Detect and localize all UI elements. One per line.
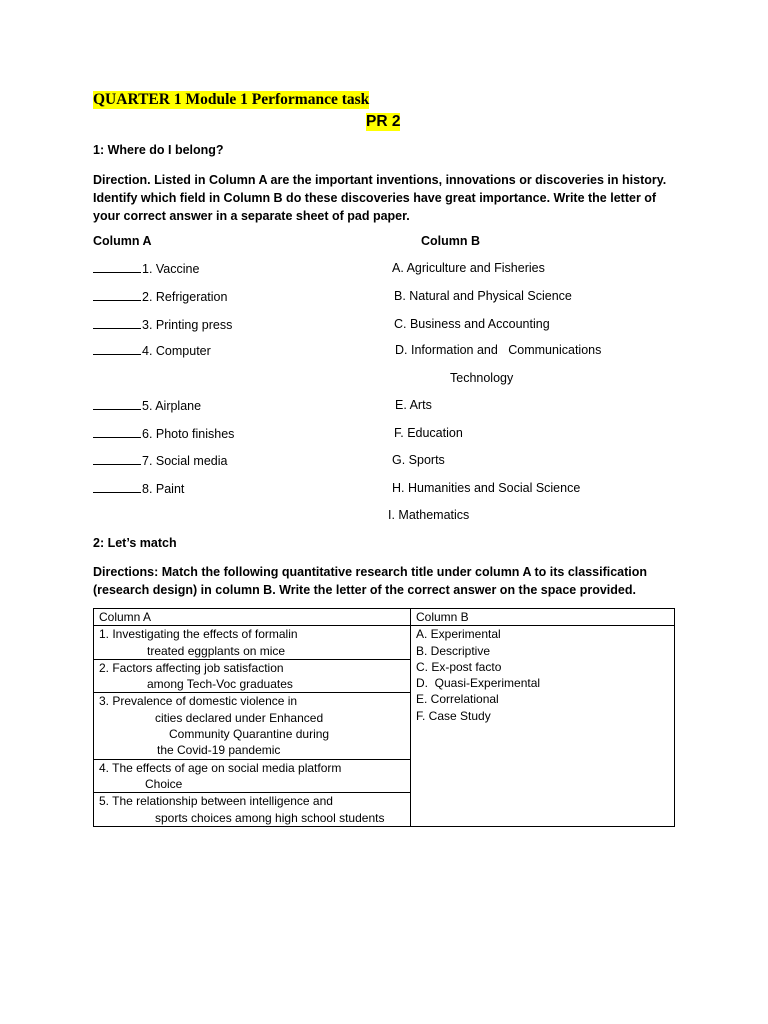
- field-option: A. Agriculture and Fisheries: [392, 261, 545, 275]
- field-option: B. Natural and Physical Science: [394, 289, 572, 303]
- field-option: F. Education: [394, 426, 463, 440]
- section2-heading: 2: Let’s match: [93, 536, 177, 550]
- list-item: 8. Paint: [93, 481, 184, 496]
- option-item: C. Ex-post facto: [416, 659, 502, 674]
- answer-blank[interactable]: [93, 426, 141, 438]
- field-option: I. Mathematics: [388, 508, 470, 522]
- title-cell: 1. Investigating the effects of formalin treated eggplants on mice: [94, 626, 411, 660]
- list-item: 1. Vaccine: [93, 261, 199, 276]
- list-item: 4. Computer: [93, 343, 211, 358]
- field-option: C. Business and Accounting: [394, 317, 550, 331]
- table-header-b: Column B: [411, 609, 675, 626]
- field-option: E. Arts: [395, 398, 432, 412]
- table-row: [94, 626, 675, 660]
- table-header-row: [94, 609, 675, 626]
- answer-blank[interactable]: [93, 398, 141, 410]
- list-item: 7. Social media: [93, 453, 227, 468]
- answer-blank[interactable]: [93, 343, 141, 355]
- answer-blank[interactable]: [93, 453, 141, 465]
- table-header-a: Column A: [94, 609, 411, 626]
- title-cell: 4. The effects of age on social media platform Choice: [94, 759, 411, 793]
- option-item: E. Correlational: [416, 692, 499, 707]
- answer-blank[interactable]: [93, 481, 141, 493]
- field-option: G. Sports: [392, 453, 445, 467]
- title-cell: 3. Prevalence of domestic violence in cities declared under Enhanced Community Quarantine during the Covid-19 pandemic: [94, 693, 411, 759]
- answer-blank[interactable]: [93, 261, 141, 273]
- column-a-header: Column A: [93, 234, 152, 248]
- column-b-header: Column B: [421, 234, 481, 248]
- option-item: F. Case Study: [416, 708, 491, 723]
- page-title: QUARTER 1 Module 1 Performance task: [93, 91, 370, 108]
- title-cell: 5. The relationship between intelligence and sports choices among high school students: [94, 793, 411, 827]
- option-item: B. Descriptive: [416, 643, 491, 658]
- section1-heading: 1: Where do I belong?: [93, 143, 224, 157]
- page-subtitle: PR 2: [366, 113, 401, 130]
- list-item: 2. Refrigeration: [93, 289, 227, 304]
- answer-blank[interactable]: [93, 317, 141, 329]
- section2-direction: Directions: Match the following quantitative research title under column A to its classification (research design) in column B. Write the letter of the correct answer on the space provided.: [93, 565, 648, 597]
- option-item: D. Quasi-Experimental: [416, 676, 541, 691]
- field-option: H. Humanities and Social Science: [392, 481, 581, 495]
- answer-blank[interactable]: [93, 289, 141, 301]
- list-item: 3. Printing press: [93, 317, 232, 332]
- section1-direction: Direction. Listed in Column A are the important inventions, innovations or discoveries in history. Identify which field in Column B do these discoveries have great importance. Write the letter of your correct answer in a separate sheet of pad paper.: [93, 173, 667, 223]
- classification-options-cell: [411, 626, 675, 827]
- field-option-continuation: Technology: [450, 371, 514, 385]
- match-table: [93, 608, 675, 827]
- option-item: A. Experimental: [416, 627, 501, 642]
- list-item: 5. Airplane: [93, 398, 201, 413]
- list-item: 6. Photo finishes: [93, 426, 234, 441]
- title-cell: 2. Factors affecting job satisfaction among Tech-Voc graduates: [94, 659, 411, 693]
- field-option: D. Information and Communications: [395, 343, 602, 357]
